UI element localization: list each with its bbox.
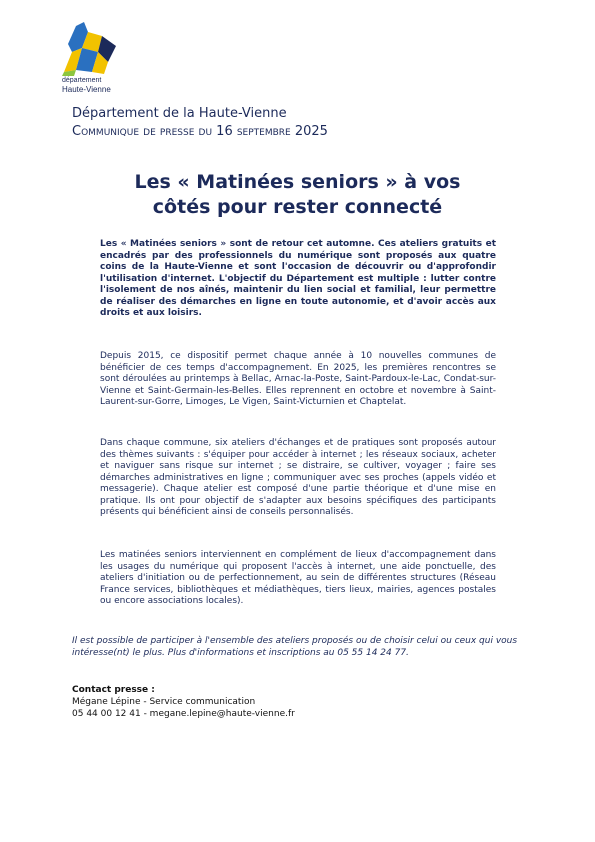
closing-note: Il est possible de participer à l'ensemble des ateliers proposés ou de choisir celui ou ceux qui vous intéresse(nt) le plus. Plus d'informations et inscriptions au 05 55 14 24 77. bbox=[72, 636, 518, 658]
press-release-date: Communique de presse du 16 septembre 2025 bbox=[72, 124, 328, 139]
paragraph-communes: Depuis 2015, ce dispositif permet chaque année à 10 nouvelles communes de bénéficier de ces temps d'accompagnement. En 2025, les premières rencontres se sont déroulées au printemps à Bellac, Arnac-la-Poste, Saint-Pardoux-le-Lac, Condat-sur-Vienne et Saint-Germain-les-Belles. Elles reprennent en octobre et novembre à Saint-Laurent-sur-Gorre, Limoges, Le Vigen, Saint-Victurnien et Chaptelat. bbox=[100, 351, 496, 407]
paragraph-workshops: Dans chaque commune, six ateliers d'échanges et de pratiques sont proposés autour des thèmes suivants : s'équiper pour accéder à internet ; les réseaux sociaux, acheter et naviguer sans risque sur internet ; se distraire, se cultiver, voyager ; faire ses démarches administratives en ligne ; communiquer avec ses proches (appels vidéo et messagerie). Chaque atelier est composé d'une partie théorique et d'une mise en pratique. Ils ont pour objectif de s'adapter aux besoins spécifiques des participants présents qui bénéficient ainsi de conseils personnalisés. bbox=[100, 438, 496, 517]
contact-name: Mégane Lépine - Service communication bbox=[72, 697, 256, 707]
lead-paragraph: Les « Matinées seniors » sont de retour cet automne. Ces ateliers gratuits et encadrés par des professionnels du numérique sont proposés aux quatre coins de la Haute-Vienne et sont l'occasion de découvrir ou d'approfondir l'utilisation d'internet. L'objectif du Département est multiple : lutter contre l'isolement de nos aînés, maintenir du lien social et familial, leur permettre de réaliser des démarches en ligne en toute autonomie, et d'avoir accès aux droits et aux loisirs. bbox=[100, 239, 496, 318]
organization-name: Département de la Haute-Vienne bbox=[72, 106, 287, 121]
press-contact bbox=[72, 684, 295, 720]
department-logo bbox=[58, 22, 128, 94]
contact-heading: Contact presse : bbox=[72, 685, 155, 695]
logo-line-2: Haute-Vienne bbox=[62, 85, 111, 94]
haute-vienne-logo-icon bbox=[62, 22, 124, 78]
page-title bbox=[72, 170, 523, 220]
logo-line-1: département bbox=[62, 77, 102, 84]
title-line-2: côtés pour rester connecté bbox=[152, 196, 443, 218]
title-line-1: Les « Matinées seniors » à vos bbox=[134, 171, 461, 193]
logo-wordmark bbox=[62, 76, 111, 94]
contact-details: 05 44 00 12 41 - megane.lepine@haute-vienne.fr bbox=[72, 709, 295, 719]
paragraph-complement: Les matinées seniors interviennent en complément de lieux d'accompagnement dans les usages du numérique qui proposent l'accès à internet, une aide ponctuelle, des ateliers d'initiation ou de perfectionnement, au sein de différentes structures (Réseau France services, bibliothèques et médiathèques, tiers lieux, mairies, agences postales ou encore associations locales). bbox=[100, 550, 496, 606]
